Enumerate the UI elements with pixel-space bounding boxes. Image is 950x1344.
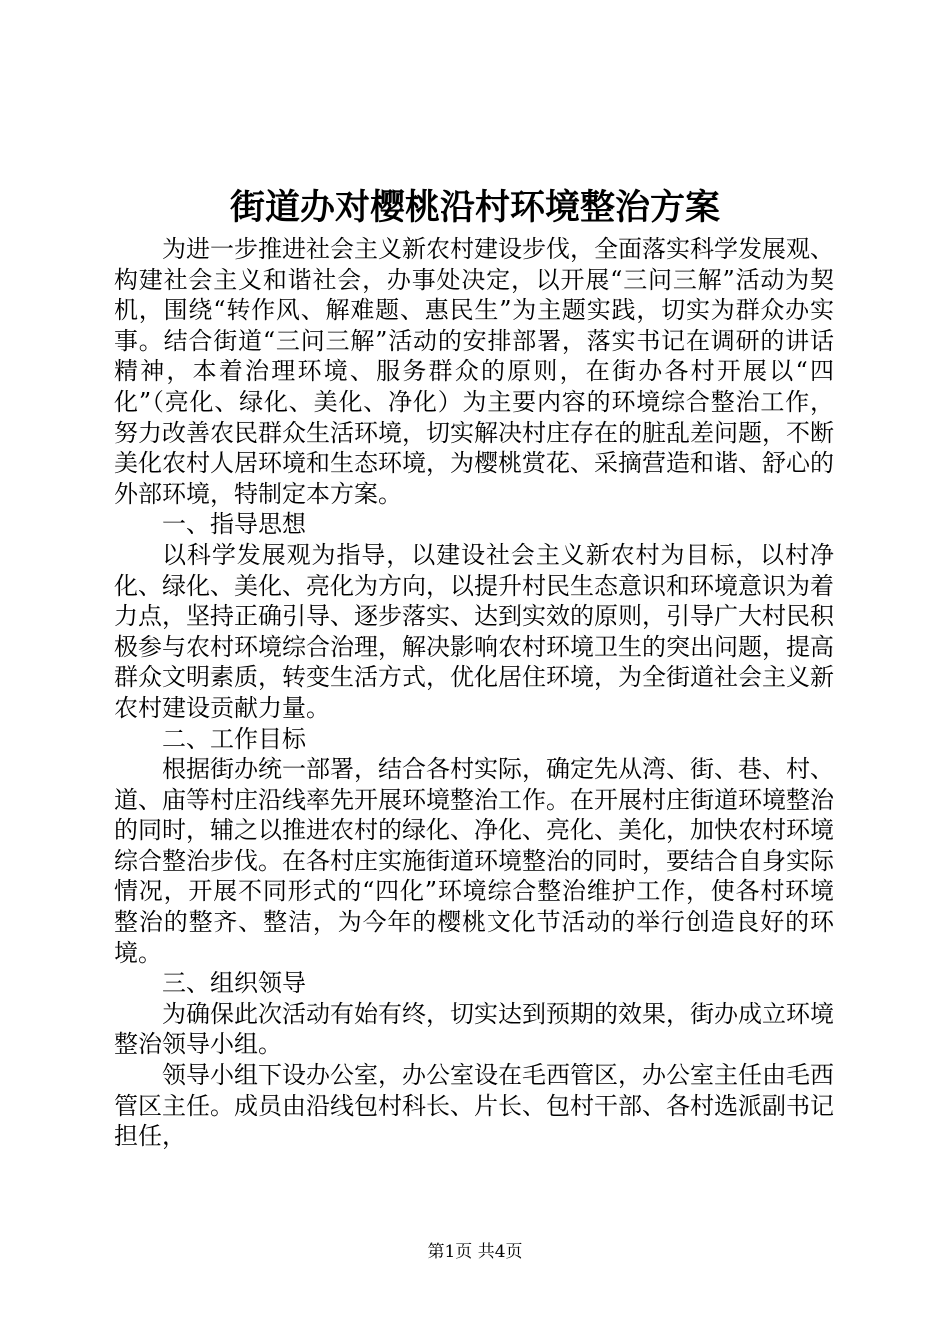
guiding-ideology-paragraph: 以科学发展观为指导，以建设社会主义新农村为目标，以村净化、绿化、美化、亮化为方向，以提升村民生态意识和环境意识为着力点，坚持正确引导、逐步落实、达到实效的原则，引导广大村民积极参与农村环境综合治理，解决影响农村环境卫生的突出问题，提高群众文明素质，转变生活方式，优化居住环境，为全街道社会主义新农村建设贡献力量。: [114, 540, 834, 722]
organization-paragraph-1: 为确保此次活动有始有终，切实达到预期的效果，街办成立环境整治领导小组。: [114, 999, 834, 1059]
section-heading-guiding-ideology: 一、指导思想: [162, 510, 306, 539]
organization-paragraph-2: 领导小组下设办公室，办公室设在毛西管区，办公室主任由毛西管区主任。成员由沿线包村科长、片长、包村干部、各村选派副书记担任，: [114, 1061, 834, 1151]
section-heading-organization: 三、组织领导: [162, 969, 306, 998]
work-goals-paragraph: 根据街办统一部署，结合各村实际，确定先从湾、街、巷、村、道、庙等村庄沿线率先开展环境整治工作。在开展村庄街道环境整治的同时，辅之以推进农村的绿化、净化、亮化、美化，加快农村环境综合整治步伐。在各村庄实施街道环境整治的同时，要结合自身实际情况，开展不同形式的“四化”环境综合整治维护工作，使各村环境整治的整齐、整洁，为今年的樱桃文化节活动的举行创造良好的环境。: [114, 755, 834, 967]
section-heading-work-goals: 二、工作目标: [162, 724, 306, 753]
document-title: 街道办对樱桃沿村环境整治方案: [229, 187, 720, 228]
page-number-footer: 第1页 共4页: [427, 1242, 523, 1262]
intro-paragraph: 为进一步推进社会主义新农村建设步伐，全面落实科学发展观、构建社会主义和谐社会，办事处决定，以开展“三问三解”活动为契机，围绕“转作风、解难题、惠民生”为主题实践，切实为群众办实事。结合街道“三问三解”活动的安排部署，落实书记在调研的讲话精神，本着治理环境、服务群众的原则，在街办各村开展以“四化”（亮化、绿化、美化、净化）为主要内容的环境综合整治工作，努力改善农民群众生活环境，切实解决村庄存在的脏乱差问题，不断美化农村人居环境和生态环境，为樱桃赏花、采摘营造和谐、舒心的外部环境，特制定本方案。: [114, 235, 834, 508]
document-body: [114, 234, 834, 1152]
